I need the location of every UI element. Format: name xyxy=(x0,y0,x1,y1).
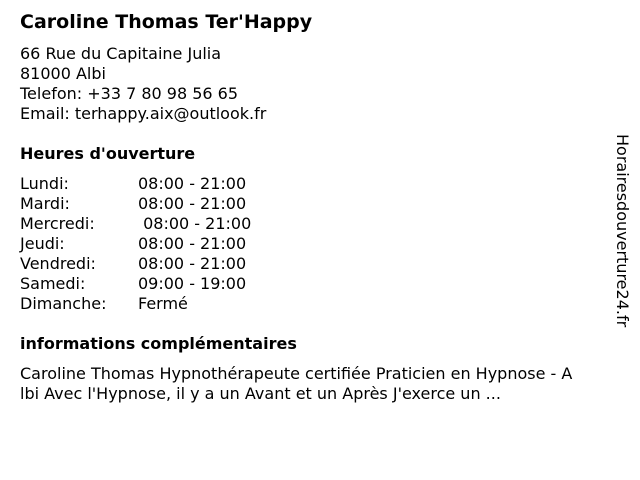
city-postcode: 81000 Albi xyxy=(20,64,106,83)
time-range: 08:00 - 21:00 xyxy=(138,174,247,193)
hours-row-wednesday xyxy=(20,214,251,234)
day-label: Vendredi: xyxy=(20,254,96,273)
time-range: Fermé xyxy=(138,294,188,313)
day-label: Samedi: xyxy=(20,274,86,293)
opening-hours-table xyxy=(20,174,251,314)
day-label: Dimanche: xyxy=(20,294,107,313)
time-range: 08:00 - 21:00 xyxy=(138,194,247,213)
info-line: Caroline Thomas Hypnothérapeute certifiée Praticien en Hypnose - A xyxy=(20,364,573,383)
hours-row-friday xyxy=(20,254,251,274)
time-range: 08:00 - 21:00 xyxy=(138,214,252,233)
hours-row-monday xyxy=(20,174,251,194)
hours-row-tuesday xyxy=(20,194,251,214)
street-address: 66 Rue du Capitaine Julia xyxy=(20,44,222,63)
additional-info-text xyxy=(20,364,620,404)
info-line: lbi Avec l'Hypnose, il y a un Avant et un Après J'exerce un ... xyxy=(20,384,501,403)
hours-row-saturday xyxy=(20,274,251,294)
hours-row-thursday xyxy=(20,234,251,254)
time-range: 09:00 - 19:00 xyxy=(138,274,247,293)
day-label: Mercredi: xyxy=(20,214,95,233)
opening-hours-heading: Heures d'ouverture xyxy=(20,144,196,163)
email-address: Email: terhappy.aix@outlook.fr xyxy=(20,104,267,123)
time-range: 08:00 - 21:00 xyxy=(138,234,247,253)
phone-number: Telefon: +33 7 80 98 56 65 xyxy=(20,84,239,103)
watermark-text: Horairesdouverture24.fr xyxy=(613,134,632,328)
hours-row-sunday xyxy=(20,294,251,314)
site-watermark xyxy=(611,134,635,344)
time-range: 08:00 - 21:00 xyxy=(138,254,247,273)
day-label: Mardi: xyxy=(20,194,70,213)
day-label: Lundi: xyxy=(20,174,69,193)
day-label: Jeudi: xyxy=(20,234,65,253)
contact-block xyxy=(20,44,266,124)
business-name: Caroline Thomas Ter'Happy xyxy=(20,11,313,33)
additional-info-heading: informations complémentaires xyxy=(20,334,297,353)
